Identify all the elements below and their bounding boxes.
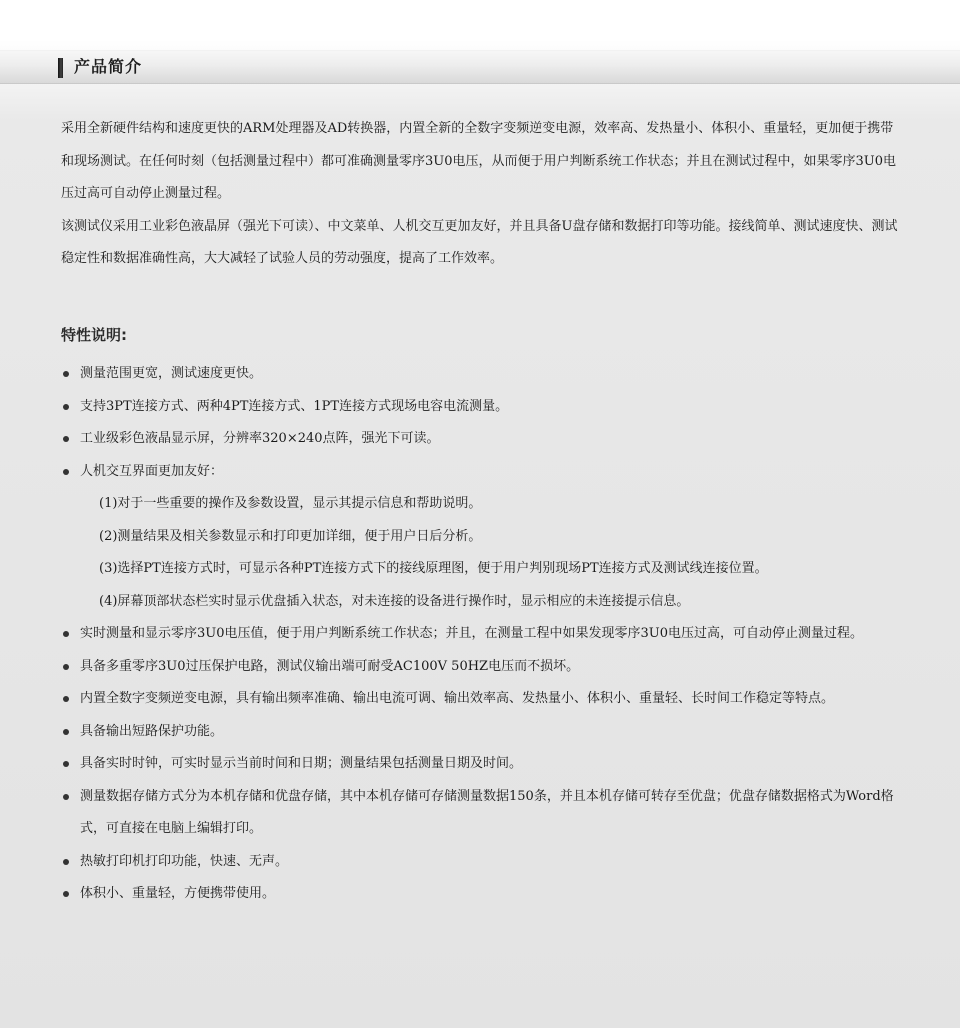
bullet-icon [63,664,69,670]
section-title: 产品简介 [74,57,143,76]
list-item [61,651,899,684]
list-item [61,618,899,651]
list-item [61,683,899,716]
features-heading: 特性说明: [61,326,127,344]
feature-text: 具备输出短路保护功能。 [80,723,224,739]
bullet-icon [63,761,69,767]
bullet-icon [63,859,69,865]
bullet-icon [63,891,69,897]
feature-text: 实时测量和显示零序3U0电压值，便于用户判断系统工作状态；并且，在测量工程中如果发现零序3U0电压过高，可自动停止测量过程。 [80,626,863,641]
list-item [61,456,899,619]
list-item [61,716,899,749]
intro-paragraph-1: 采用全新硬件结构和速度更快的ARM处理器及AD转换器，内置全新的全数字变频逆变电源，效率高、发热量小、体积小、重量轻，更加便于携带和现场测试。在任何时刻（包括测量过程中）都可准确测量零序3U0电压，从而便于用户判断系统工作状态；并且在测试过程中，如果零序3U0电压过高可自动停止测量过程。 [61,121,896,201]
intro-paragraph-2: 该测试仪采用工业彩色液晶屏（强光下可读）、中文菜单、人机交互更加友好，并且具备U盘存储和数据打印等功能。接线简单、测试速度快、测试稳定性和数据准确性高，大大减轻了试验人员的劳动强度，提高了工作效率。 [61,218,898,266]
features-list [61,358,899,911]
bullet-icon [63,404,69,410]
feature-text: 测量数据存储方式分为本机存储和优盘存储，其中本机存储可存储测量数据150条，并且本机存储可转存至优盘；优盘存储数据格式为Word格式，可直接在电脑上编辑打印。 [80,788,894,836]
sub-item: (2)测量结果及相关参数显示和打印更加详细，便于用户日后分析。 [99,528,482,544]
sub-item: (4)屏幕顶部状态栏实时显示优盘插入状态，对未连接的设备进行操作时，显示相应的未连接提示信息。 [99,593,690,609]
feature-text: 工业级彩色液晶显示屏，分辨率320×240点阵，强光下可读。 [80,431,440,446]
bullet-icon [63,696,69,702]
section-header-bar [0,50,960,84]
bullet-icon [63,436,69,442]
list-item [61,748,899,781]
bullet-icon [63,631,69,637]
feature-text: 体积小、重量轻，方便携带使用。 [80,886,276,901]
feature-text: 人机交互界面更加友好： [80,463,224,479]
header-marker-bar [58,58,63,78]
bullet-icon [63,371,69,377]
list-item [61,358,899,391]
list-item [61,391,899,424]
bullet-icon [63,469,69,475]
bullet-icon [63,729,69,735]
feature-text: 具备实时时钟，可实时显示当前时间和日期；测量结果包括测量日期及时间。 [80,756,523,771]
list-item [61,846,899,879]
feature-text: 热敏打印机打印功能，快速、无声。 [80,853,289,869]
sub-item: (1)对于一些重要的操作及参数设置，显示其提示信息和帮助说明。 [99,496,482,511]
feature-text: 内置全数字变频逆变电源，具有输出频率准确、输出电流可调、输出效率高、发热量小、体积小、重量轻、长时间工作稳定等特点。 [80,691,835,706]
feature-text: 支持3PT连接方式、两种4PT连接方式、1PT连接方式现场电容电流测量。 [80,398,509,414]
bullet-icon [63,794,69,800]
list-item [61,878,899,911]
list-item [61,781,899,846]
intro-section [61,113,899,276]
sub-item: (3)选择PT连接方式时，可显示各种PT连接方式下的接线原理图，便于用户判别现场PT连接方式及测试线连接位置。 [99,561,768,576]
feature-text: 具备多重零序3U0过压保护电路，测试仪输出端可耐受AC100V 50HZ电压而不损坏。 [80,658,580,674]
feature-text: 测量范围更宽，测试速度更快。 [80,366,263,381]
list-item [61,423,899,456]
